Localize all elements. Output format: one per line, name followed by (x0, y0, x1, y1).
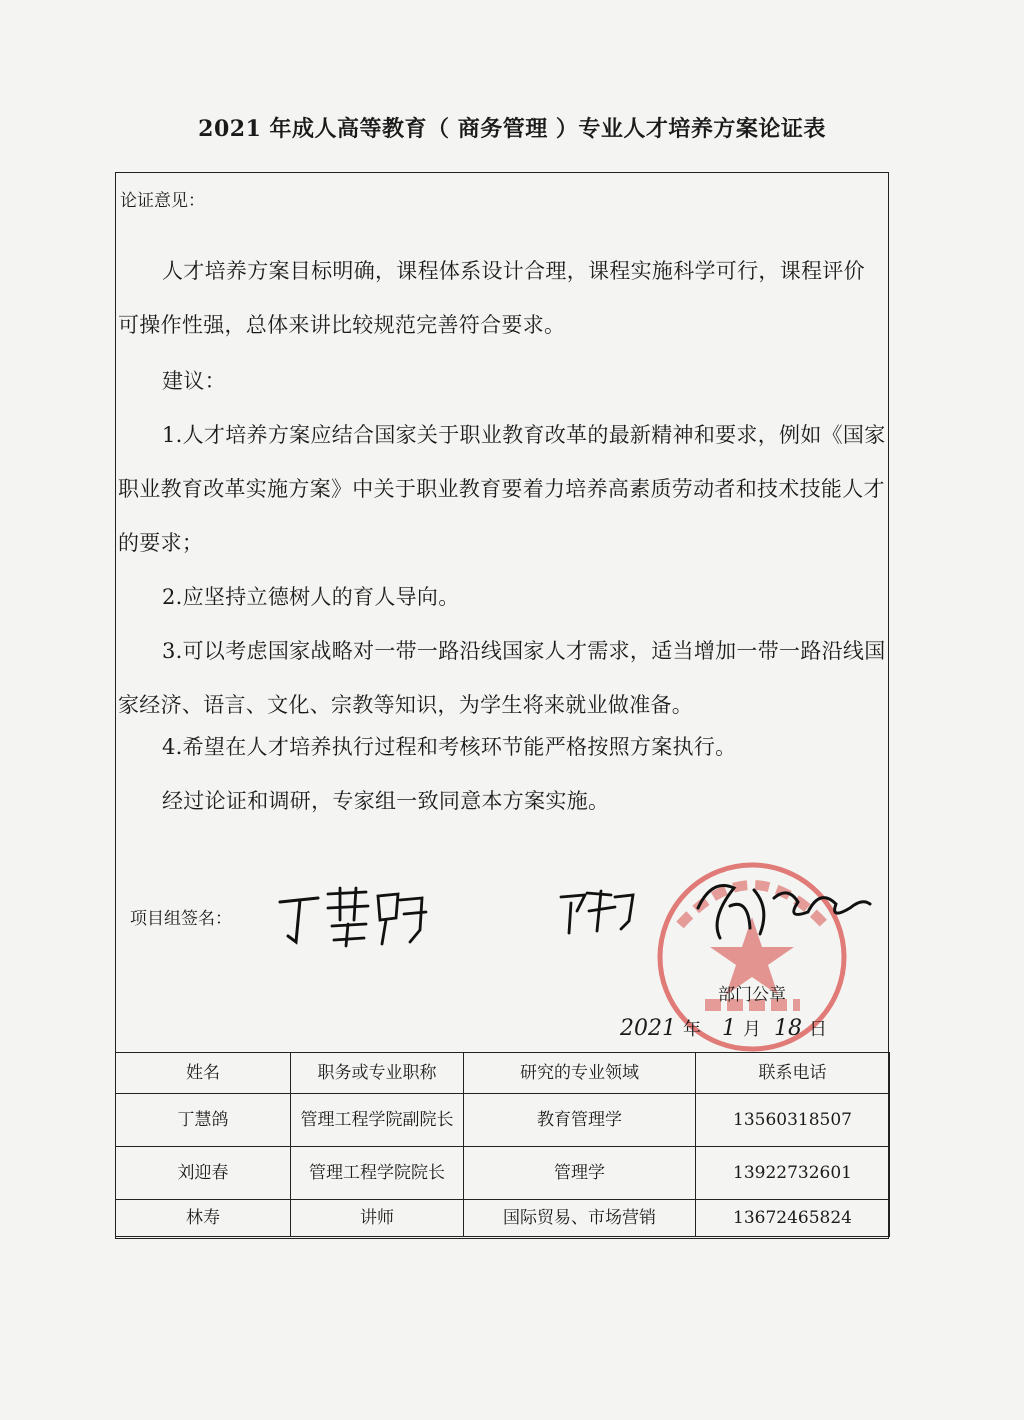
header-phone: 联系电话 (696, 1053, 890, 1094)
date-month: 1 (722, 1016, 736, 1041)
cell-field: 国际贸易、市场营销 (464, 1200, 696, 1237)
stamp-label: 部门公章 (718, 985, 786, 1005)
header-name: 姓名 (116, 1053, 291, 1094)
suggestion-item-4: 4.希望在人才培养执行过程和考核环节能严格按照方案执行。 (162, 735, 737, 759)
table-row (116, 1147, 890, 1200)
cell-phone: 13560318507 (696, 1094, 890, 1147)
suggestion-item-1: 1.人才培养方案应结合国家关于职业教育改革的最新精神和要求，例如《国家职业教育改革实施方案》中关于职业教育要着力培养高素质劳动者和技术技能人才的要求； (118, 423, 886, 555)
table-header-row (116, 1053, 890, 1094)
handwritten-signature-2 (555, 885, 640, 940)
cell-field: 教育管理学 (464, 1094, 696, 1147)
date-day: 18 (774, 1016, 802, 1041)
document-title: 2021 年成人高等教育（ 商务管理 ）专业人才培养方案论证表 (198, 116, 826, 142)
date-year: 2021 (620, 1016, 676, 1041)
cell-phone: 13672465824 (696, 1200, 890, 1237)
cell-phone: 13922732601 (696, 1147, 890, 1200)
cell-field: 管理学 (464, 1147, 696, 1200)
cell-title: 讲师 (291, 1200, 464, 1237)
cell-name: 林寿 (116, 1200, 291, 1237)
handwritten-signature-3 (690, 868, 880, 948)
opinion-paragraph-1: 人才培养方案目标明确，课程体系设计合理，课程实施科学可行，课程评价可操作性强，总体来讲比较规范完善符合要求。 (118, 259, 865, 337)
date-month-unit: 月 (743, 1019, 761, 1040)
cell-name: 丁慧鸽 (116, 1094, 291, 1147)
cell-title: 管理工程学院副院长 (291, 1094, 464, 1147)
opinion-label: 论证意见： (120, 191, 205, 211)
header-title: 职务或专业职称 (291, 1053, 464, 1094)
date-year-unit: 年 (683, 1019, 701, 1040)
signing-date (620, 1015, 827, 1041)
table-row (116, 1094, 890, 1147)
date-day-unit: 日 (809, 1019, 827, 1040)
handwritten-signature-1 (270, 880, 440, 955)
header-field: 研究的专业领域 (464, 1053, 696, 1094)
project-members-table (115, 1052, 890, 1237)
suggestion-item-2: 2.应坚持立德树人的育人导向。 (162, 585, 460, 609)
cell-name: 刘迎春 (116, 1147, 291, 1200)
table-row (116, 1200, 890, 1237)
suggestion-heading: 建议： (162, 369, 226, 393)
cell-title: 管理工程学院院长 (291, 1147, 464, 1200)
suggestion-item-3: 3.可以考虑国家战略对一带一路沿线国家人才需求，适当增加一带一路沿线国家经济、语言、文化、宗教等知识，为学生将来就业做准备。 (118, 639, 886, 717)
signature-label: 项目组签名： (130, 909, 232, 929)
conclusion-paragraph: 经过论证和调研，专家组一致同意本方案实施。 (162, 789, 610, 813)
